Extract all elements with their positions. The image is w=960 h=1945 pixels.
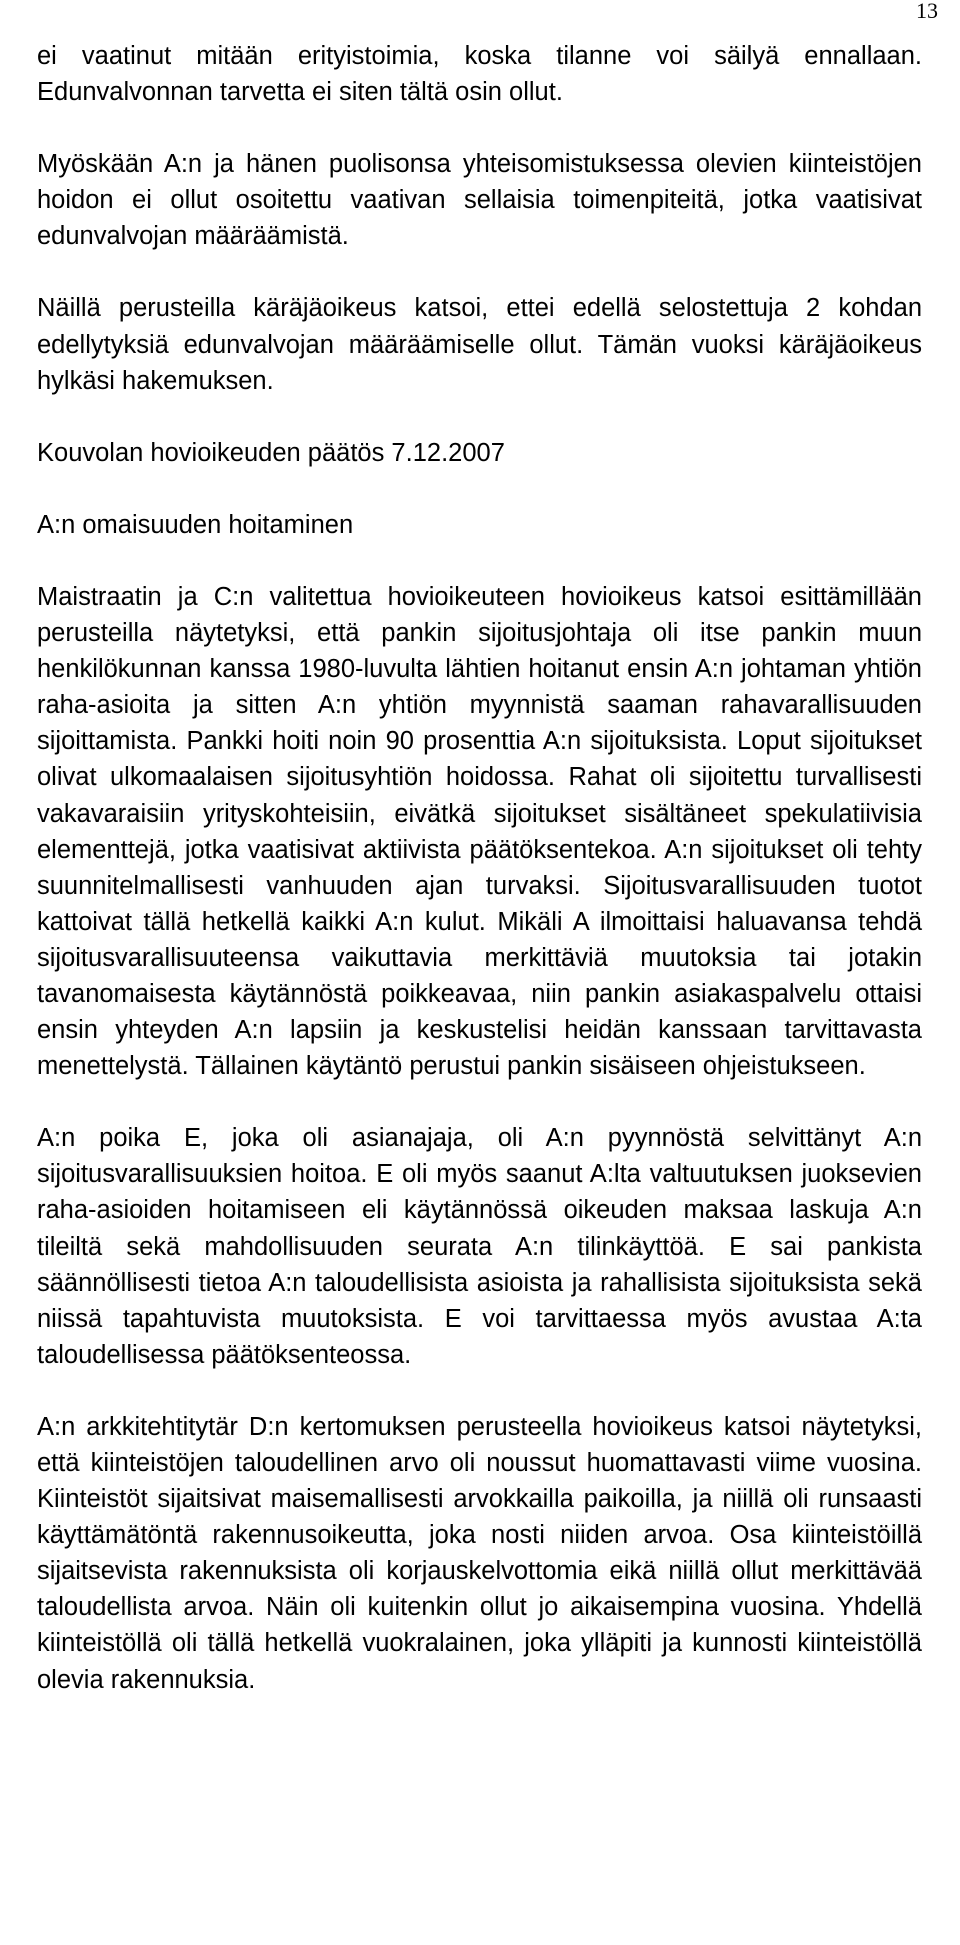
paragraph: Näillä perusteilla käräjäoikeus katsoi, ettei edellä selostettuja 2 kohdan edellytyksiä edunvalvojan määräämiselle ollut. Tämän vuoksi käräjäoikeus hylkäsi hakemuksen. xyxy=(37,294,922,395)
paragraph: A:n poika E, joka oli asianajaja, oli A:n pyynnöstä selvittänyt A:n sijoitusvarallisuuksien hoitoa. E oli myös saanut A:lta valtuutuksen juoksevien raha-asioiden hoitamiseen eli käytännössä oikeuden maksaa laskuja A:n tileiltä sekä mahdollisuuden seurata A:n tilinkäyttöä. E sai pankista säännöllisesti tietoa A:n taloudellisista asioista ja rahallisista sijoituksista sekä niissä tapahtuvista muutoksista. E voi tarvittaessa myös avustaa A:ta taloudellisessa päätöksenteossa. xyxy=(37,1124,922,1369)
document-body xyxy=(37,38,922,1698)
paragraph: Myöskään A:n ja hänen puolisonsa yhteisomistuksessa olevien kiinteistöjen hoidon ei ollut osoitettu vaativan sellaisia toimenpiteitä, jotka vaatisivat edunvalvojan määräämistä. xyxy=(37,150,922,251)
page-number: 13 xyxy=(916,0,938,23)
paragraph: Maistraatin ja C:n valitettua hovioikeuteen hovioikeus katsoi esittämillään perusteilla näytetyksi, että pankin sijoitusjohtaja oli itse pankin muun henkilökunnan kanssa 1980-luvulta lähtien hoitanut ensin A:n johtaman yhtiön raha-asioita ja sitten A:n yhtiön myynnistä saaman rahavarallisuuden sijoittamista. Pankki hoiti noin 90 prosenttia A:n sijoituksista. Loput sijoitukset olivat ulkomaalaisen sijoitusyhtiön hoidossa. Rahat oli sijoitettu turvallisesti vakavaraisiin yrityskohteisiin, eivätkä sijoitukset sisältäneet spekulatiivisia elementtejä, jotka vaatisivat aktiivista päätöksentekoa. A:n sijoitukset oli tehty suunnitelmallisesti vanhuuden ajan turvaksi. Sijoitusvarallisuuden tuotot kattoivat tällä hetkellä kaikki A:n kulut. Mikäli A ilmoittaisi haluavansa tehdä sijoitusvarallisuuteensa vaikuttavia merkittäviä muutoksia tai jotakin tavanomaisesta käytännöstä poikkeavaa, niin pankin asiakaspalvelu ottaisi ensin yhteyden A:n lapsiin ja keskustelisi heidän kanssaan tarvittavasta menettelystä. Tällainen käytäntö perustui pankin sisäiseen ohjeistukseen. xyxy=(37,582,922,1081)
paragraph: ei vaatinut mitään erityistoimia, koska tilanne voi säilyä ennallaan. Edunvalvonnan tarvetta ei siten tältä osin ollut. xyxy=(37,42,922,107)
subsection-heading: A:n omaisuuden hoitaminen xyxy=(37,510,354,539)
section-heading: Kouvolan hovioikeuden päätös 7.12.2007 xyxy=(37,438,505,467)
paragraph: A:n arkkitehtitytär D:n kertomuksen perusteella hovioikeus katsoi näytetyksi, että kiinteistöjen taloudellinen arvo oli noussut huomattavasti viime vuosina. Kiinteistöt sijaitsivat maisemallisesti arvokkailla paikoilla, ja niillä oli runsaasti käyttämätöntä rakennusoikeutta, joka nosti niiden arvoa. Osa kiinteistöillä sijaitsevista rakennuksista oli korjauskelvottomia eikä niillä ollut merkittävää taloudellista arvoa. Näin oli kuitenkin ollut jo aikaisempina vuosina. Yhdellä kiinteistöllä oli tällä hetkellä vuokralainen, joka ylläpiti ja kunnosti kiinteistöllä olevia rakennuksia. xyxy=(37,1412,922,1694)
